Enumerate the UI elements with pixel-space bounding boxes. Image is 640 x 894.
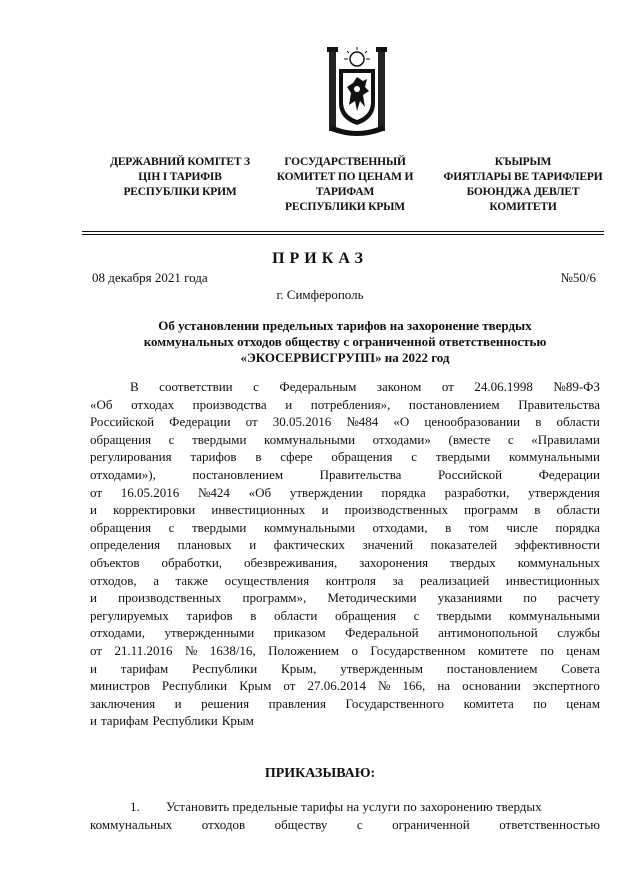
document-city: г. Симферополь — [276, 287, 364, 302]
text-line: от 21.11.2016 № 1638/16, Положением о Государственном комитете по ценам — [90, 642, 600, 658]
item-number: 1. — [130, 799, 140, 814]
text-line: обращения с твердыми коммунальными отходами» (вместе с «Правилами — [90, 431, 600, 447]
order-word: ПРИКАЗЫВАЮ: — [264, 766, 376, 781]
order-item-1 — [90, 798, 600, 833]
org-name-line: ФИЯТЛАРЫ ВЕ ТАРИФЛЕРИ — [443, 171, 603, 183]
org-name-line: КЪЫРЫМ — [494, 156, 552, 168]
document-number: №50/6 — [560, 270, 596, 285]
org-name-ukrainian — [100, 155, 260, 200]
text-line: регулирования тарифов в сфере обращения с твердыми коммунальными — [90, 449, 600, 465]
heading-line: Об установлении предельных тарифов на захоронение твердых — [158, 318, 532, 333]
crimea-coat-of-arms-icon — [327, 45, 387, 137]
text-line: регулируемых тарифов в области обращения с твердыми коммунальными — [90, 607, 600, 623]
org-name-line: ДЕРЖАВНИЙ КОМІТЕТ З — [110, 156, 250, 168]
org-name-line: КОМИТЕТ ПО ЦЕНАМ И — [276, 171, 414, 183]
text-line: отходами, утвержденными приказом Федеральной антимонопольной службы — [90, 625, 600, 641]
text-line: и тарифам Республики Крым — [90, 713, 254, 729]
header-divider — [82, 231, 604, 232]
text-line: В соответствии с Федеральным законом от 24.06.1998 №89-ФЗ — [130, 379, 600, 394]
org-name-line: ЦІН І ТАРИФІВ — [138, 171, 222, 183]
org-name-line: РЕСПУБЛІКИ КРИМ — [123, 186, 237, 198]
text-line: Российской Федерации от 30.05.2016 №484 «О ценообразовании в области — [90, 414, 600, 430]
text-line: «Об отходах производства и потребления», постановлением Правительства — [90, 396, 600, 412]
text-line: отходов, а также осуществления контроля за реализацией инвестиционных — [90, 572, 600, 588]
org-name-line: БОЮНДЖА ДЕВЛЕТ — [466, 186, 580, 198]
text-line: отходами»), постановлением Правительства Российской Федерации — [90, 466, 600, 482]
text-line: и производственных программ», Методическими указаниями по расчету — [90, 590, 600, 606]
org-name-crimean-tatar — [438, 155, 608, 215]
document-heading — [90, 318, 600, 366]
heading-line: «ЭКОСЕРВИСГРУПП» на 2022 год — [240, 350, 450, 365]
preamble-text — [90, 378, 600, 730]
document-title: ПРИКАЗ — [272, 250, 368, 267]
header-divider-thin — [82, 234, 604, 235]
document-date: 08 декабря 2021 года — [92, 270, 208, 285]
text-line: заключения и решения правления Государственного комитета по ценам — [90, 695, 600, 711]
org-name-line: КОМИТЕТИ — [489, 201, 557, 213]
text-line: определения плановых и фактических значений показателей эффективности — [90, 537, 600, 553]
text-line: обращения с твердыми коммунальными отходами, в том числе порядка — [90, 519, 600, 535]
text-line: и тарифам Республики Крым, утвержденным постановлением Совета — [90, 660, 600, 676]
org-name-line: РЕСПУБЛИКИ КРЫМ — [285, 201, 405, 213]
item-text: Установить предельные тарифы на услуги по захоронению твердых — [166, 799, 542, 814]
heading-line: коммунальных отходов обществу с ограниченной ответственностью — [143, 334, 547, 349]
text-line: коммунальных отходов обществу с ограниченной ответственностью — [90, 816, 600, 832]
text-line: министров Республики Крым от 27.06.2014 № 166, на основании экспертного — [90, 678, 600, 694]
text-line: объектов обработки, обезвреживания, захоронения твердых коммунальных — [90, 554, 600, 570]
text-line: и корректировки инвестиционных и производственных программ в области — [90, 502, 600, 518]
text-line: от 16.05.2016 №424 «Об утверждении порядка разработки, утверждения — [90, 484, 600, 500]
org-name-line: ГОСУДАРСТВЕННЫЙ — [284, 156, 406, 168]
org-name-russian — [262, 155, 428, 215]
item-first-line — [90, 798, 600, 816]
org-name-line: ТАРИФАМ — [315, 186, 375, 198]
